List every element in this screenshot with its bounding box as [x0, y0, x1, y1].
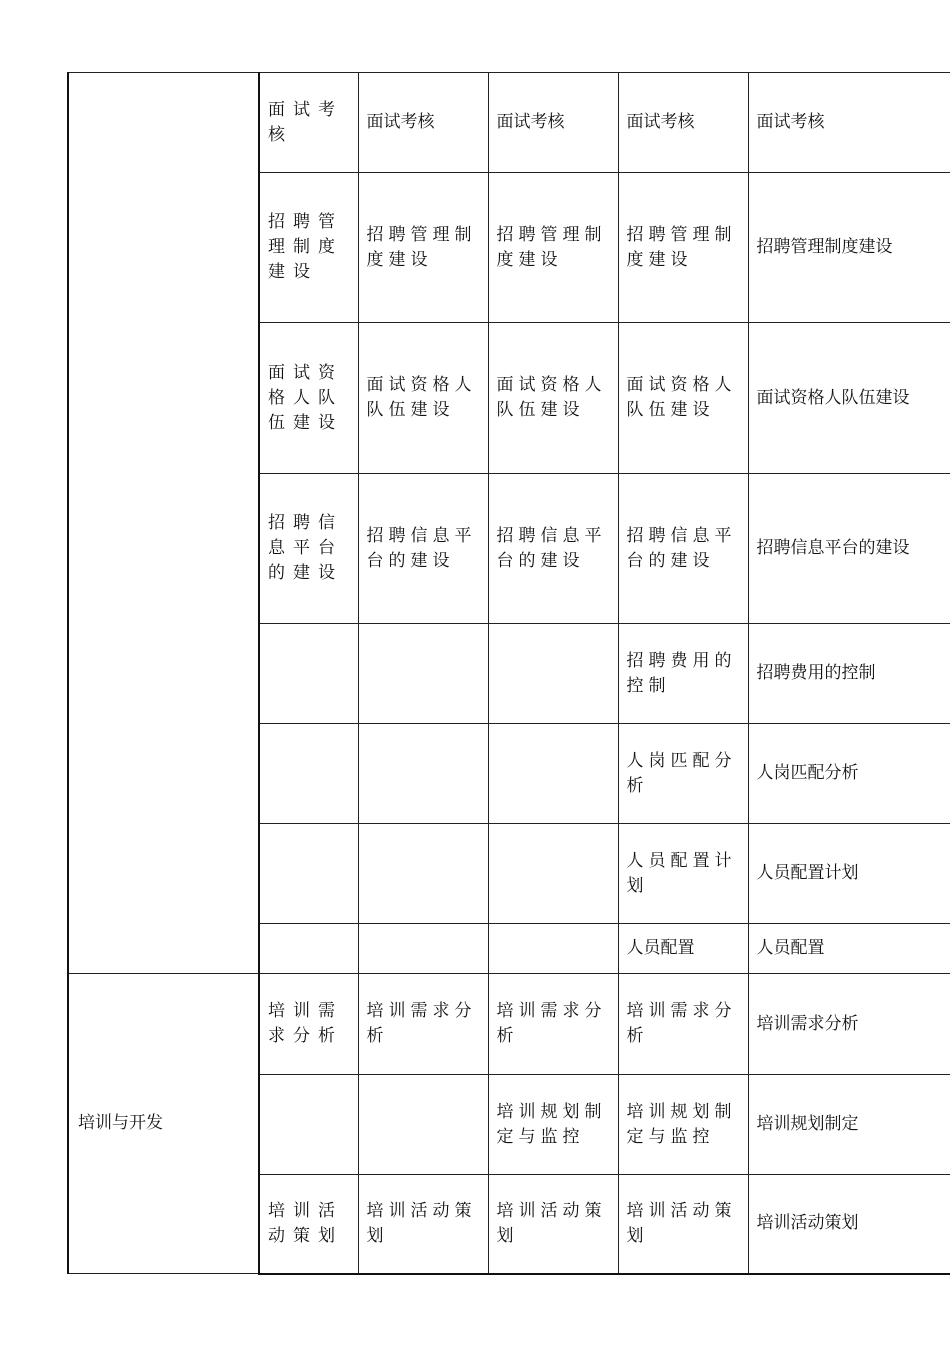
table-cell: 招聘信息平台的建设	[618, 474, 748, 624]
table-cell: 面试资格人队伍建设	[358, 323, 488, 474]
table-cell: 人岗匹配分析	[618, 724, 748, 824]
table-cell: 培训需求分析	[618, 974, 748, 1075]
table-cell: 培训需求分析	[488, 974, 618, 1075]
table-cell: 人员配置计划	[618, 824, 748, 924]
table-row	[68, 73, 950, 173]
table-cell: 培训活动策划	[748, 1175, 950, 1274]
table-cell: 面试资格人队伍建设	[259, 323, 358, 474]
table-cell: 培训活动策划	[259, 1175, 358, 1274]
table-cell: 面试资格人队伍建设	[748, 323, 950, 474]
document-table	[67, 72, 950, 1275]
table-cell	[259, 1075, 358, 1175]
table-cell: 招聘管理制度建设	[488, 173, 618, 323]
table-cell	[488, 824, 618, 924]
table-cell: 面试资格人队伍建设	[488, 323, 618, 474]
table-cell: 招聘费用的控制	[618, 624, 748, 724]
table-cell: 培训活动策划	[358, 1175, 488, 1274]
table-cell	[488, 724, 618, 824]
category-cell: 培训与开发	[68, 974, 259, 1274]
table-cell	[358, 724, 488, 824]
table-cell: 培训需求分析	[748, 974, 950, 1075]
table-cell: 招聘管理制度建设	[358, 173, 488, 323]
table-row	[68, 974, 950, 1075]
table-cell: 招聘信息平台的建设	[488, 474, 618, 624]
table-cell	[488, 624, 618, 724]
table-cell: 面试考核	[259, 73, 358, 173]
table-cell: 招聘信息平台的建设	[748, 474, 950, 624]
table-cell: 面试考核	[358, 73, 488, 173]
table-cell	[358, 924, 488, 974]
table-cell	[259, 924, 358, 974]
table-cell: 面试考核	[748, 73, 950, 173]
category-cell	[68, 73, 259, 974]
table-cell: 人员配置	[748, 924, 950, 974]
table-cell: 培训活动策划	[618, 1175, 748, 1274]
table-cell	[259, 824, 358, 924]
table-cell: 培训活动策划	[488, 1175, 618, 1274]
table-cell: 招聘费用的控制	[748, 624, 950, 724]
table-cell	[259, 624, 358, 724]
table-cell: 招聘管理制度建设	[618, 173, 748, 323]
table-cell: 招聘管理制度建设	[259, 173, 358, 323]
table-cell: 招聘信息平台的建设	[259, 474, 358, 624]
table-cell: 招聘信息平台的建设	[358, 474, 488, 624]
table-cell	[358, 824, 488, 924]
table-cell: 面试考核	[618, 73, 748, 173]
table-cell: 培训需求分析	[259, 974, 358, 1075]
table-cell: 培训规划制定与监控	[488, 1075, 618, 1175]
table-cell: 人岗匹配分析	[748, 724, 950, 824]
table-cell: 面试考核	[488, 73, 618, 173]
table-cell: 培训规划制定与监控	[618, 1075, 748, 1175]
table-cell	[259, 724, 358, 824]
table-cell: 人员配置	[618, 924, 748, 974]
table-cell	[358, 1075, 488, 1175]
table-cell	[358, 624, 488, 724]
table-cell: 招聘管理制度建设	[748, 173, 950, 323]
table-cell: 面试资格人队伍建设	[618, 323, 748, 474]
table-cell: 培训需求分析	[358, 974, 488, 1075]
table-cell: 培训规划制定	[748, 1075, 950, 1175]
table-cell: 人员配置计划	[748, 824, 950, 924]
table-cell	[488, 924, 618, 974]
